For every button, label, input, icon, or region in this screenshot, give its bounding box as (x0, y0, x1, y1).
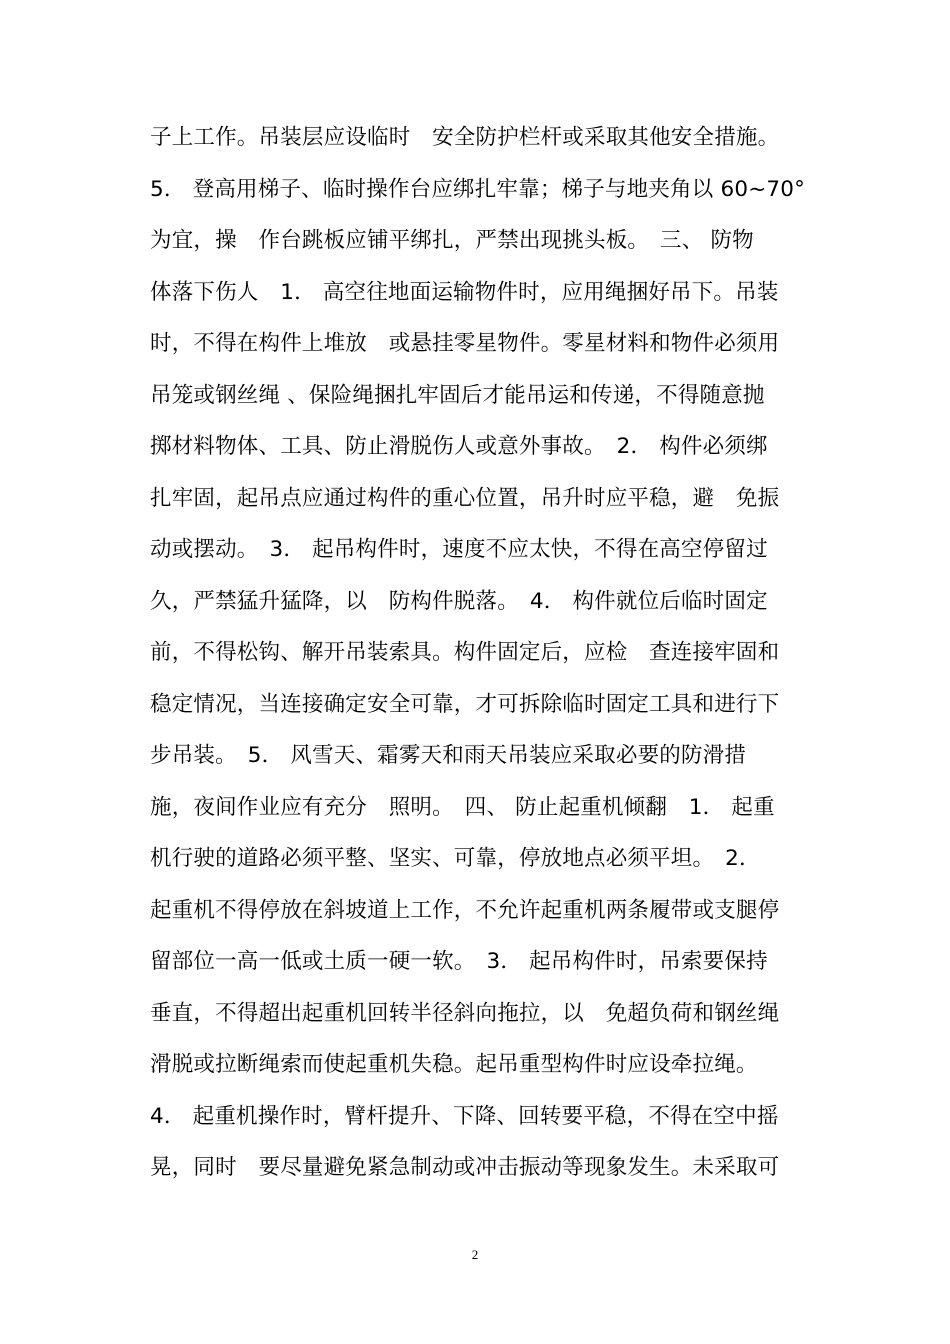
text-line: 扎牢固，起吊点应通过构件的重心位置，吊升时应平稳，避 免振 (150, 485, 780, 511)
text-line: 起重机不得停放在斜坡道上工作，不允许起重机两条履带或支腿停 (150, 897, 780, 923)
page-number: 2 (471, 1247, 479, 1262)
document-body (150, 112, 810, 1194)
text-line: 机行驶的道路必须平整、坚实、可靠，停放地点必须平坦。 2． (150, 846, 761, 871)
text-line: 动或摆动。 3． 起吊构件时，速度不应太快，不得在高空停留过 (150, 537, 768, 562)
text-line: 晃，同时 要尽量避免紧急制动或冲击振动等现象发生。未采取可 (150, 1155, 780, 1180)
text-line: 久，严禁猛升猛降，以 防构件脱落。 4． 构件就位后临时固定 (150, 588, 768, 614)
text-line: 掷材料物体、工具、防止滑脱伤人或意外事故。 2． 构件必须绑 (150, 434, 768, 459)
text-line: 垂直，不得超出起重机回转半径斜向拖拉，以 免超负荷和钢丝绳 (150, 1000, 780, 1026)
text-line: 施，夜间作业应有充分 照明。 四、 防止起重机倾翻 1． 起重 (150, 794, 775, 820)
text-line: 子上工作。吊装层应设临时 安全防护栏杆或采取其他安全措施。 (150, 125, 780, 150)
text-line: 4． 起重机操作时，臂杆提升、下降、回转要平稳，不得在空中摇 (150, 1103, 779, 1129)
text-line: 滑脱或拉断绳索而使起重机失稳。起吊重型构件时应设牵拉绳。 (150, 1052, 758, 1077)
text-line: 5． 登高用梯子、临时操作台应绑扎牢靠；梯子与地夹角以 60~70° (150, 176, 806, 202)
text-line: 时，不得在构件上堆放 或悬挂零星物件。零星材料和物件必须用 (150, 331, 780, 356)
text-line: 为宜，操 作台跳板应铺平绑扎，严禁出现挑头板。 三、 防物 (150, 228, 754, 253)
text-line: 留部位一高一低或土质一硬一软。 3． 起吊构件时，吊索要保持 (150, 949, 768, 974)
text-line: 稳定情况，当连接确定安全可靠，才可拆除临时固定工具和进行下 (150, 691, 780, 717)
text-line: 前，不得松钩、解开吊装索具。构件固定后，应检 查连接牢固和 (150, 640, 780, 665)
text-line: 吊笼或钢丝绳 、保险绳捆扎牢固后才能吊运和传递，不得随意抛 (150, 382, 765, 408)
text-line: 步吊装。 5． 风雪天、霜雾天和雨天吊装应采取必要的防滑措 (150, 743, 747, 768)
text-line: 体落下伤人 1． 高空往地面运输物件时，应用绳捆好吊下。吊装 (150, 279, 779, 305)
